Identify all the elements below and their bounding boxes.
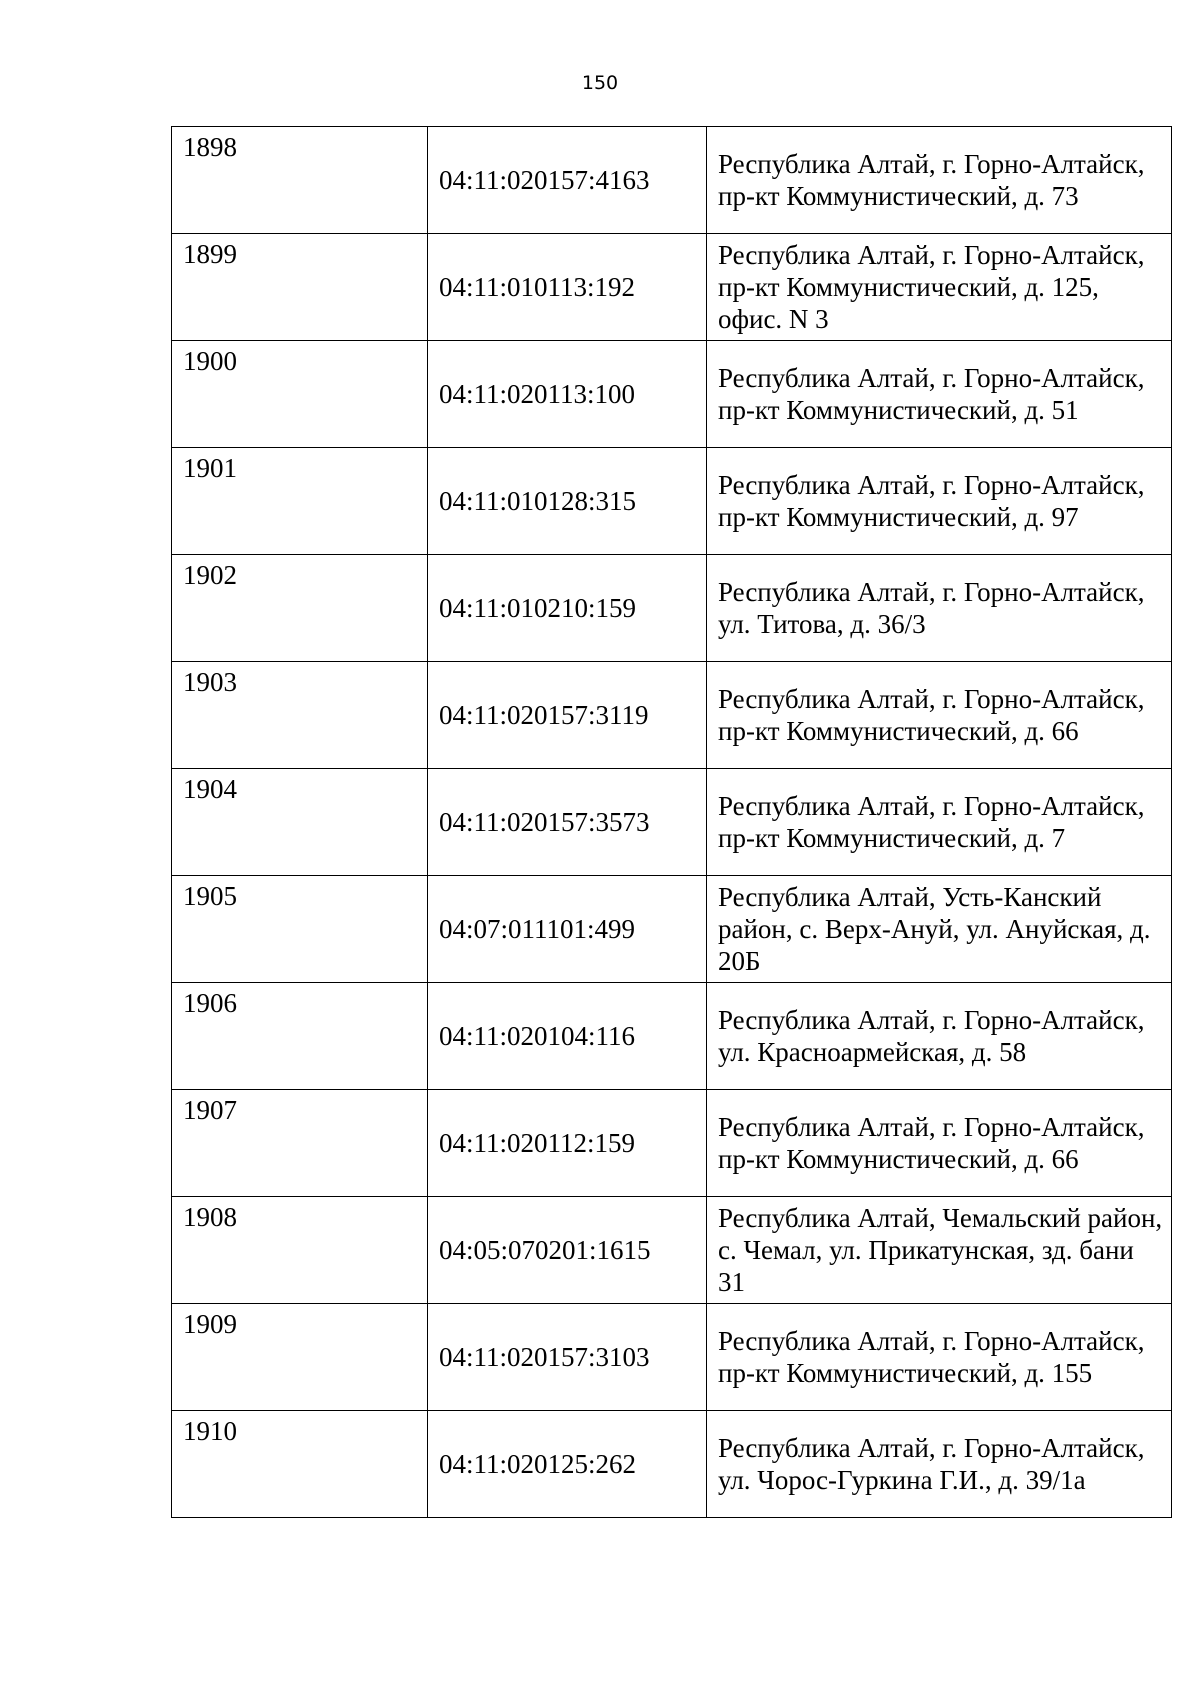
row-number: 1898 bbox=[172, 127, 428, 234]
table-row bbox=[172, 234, 1172, 341]
cadastral-number: 04:11:020104:116 bbox=[428, 983, 707, 1090]
page-number: 150 bbox=[581, 72, 619, 94]
row-number: 1907 bbox=[172, 1090, 428, 1197]
address: Республика Алтай, г. Горно-Алтайск, пр-кт Коммунистический, д. 51 bbox=[707, 341, 1172, 448]
address: Республика Алтай, г. Горно-Алтайск, пр-кт Коммунистический, д. 66 bbox=[707, 1090, 1172, 1197]
cadastral-number: 04:11:020125:262 bbox=[428, 1411, 707, 1518]
address: Республика Алтай, г. Горно-Алтайск, пр-кт Коммунистический, д. 155 bbox=[707, 1304, 1172, 1411]
cadastral-number: 04:11:010128:315 bbox=[428, 448, 707, 555]
row-number: 1903 bbox=[172, 662, 428, 769]
cadastral-number: 04:11:010113:192 bbox=[428, 234, 707, 341]
address: Республика Алтай, г. Горно-Алтайск, пр-кт Коммунистический, д. 97 bbox=[707, 448, 1172, 555]
address: Республика Алтай, г. Горно-Алтайск, пр-кт Коммунистический, д. 73 bbox=[707, 127, 1172, 234]
row-number: 1908 bbox=[172, 1197, 428, 1304]
table-row bbox=[172, 555, 1172, 662]
row-number: 1900 bbox=[172, 341, 428, 448]
table-row bbox=[172, 662, 1172, 769]
table-row bbox=[172, 876, 1172, 983]
registry-table-body bbox=[172, 127, 1172, 1518]
cadastral-number: 04:07:011101:499 bbox=[428, 876, 707, 983]
address: Республика Алтай, Чемальский район, с. Чемал, ул. Прикатунская, зд. бани 31 bbox=[707, 1197, 1172, 1304]
address: Республика Алтай, г. Горно-Алтайск, пр-кт Коммунистический, д. 66 bbox=[707, 662, 1172, 769]
row-number: 1902 bbox=[172, 555, 428, 662]
table-row bbox=[172, 1090, 1172, 1197]
address: Республика Алтай, г. Горно-Алтайск, ул. Красноармейская, д. 58 bbox=[707, 983, 1172, 1090]
cadastral-number: 04:11:020113:100 bbox=[428, 341, 707, 448]
cadastral-number: 04:05:070201:1615 bbox=[428, 1197, 707, 1304]
cadastral-number: 04:11:020157:3119 bbox=[428, 662, 707, 769]
cadastral-number: 04:11:020157:3573 bbox=[428, 769, 707, 876]
table-row bbox=[172, 769, 1172, 876]
row-number: 1905 bbox=[172, 876, 428, 983]
table-row bbox=[172, 448, 1172, 555]
row-number: 1909 bbox=[172, 1304, 428, 1411]
address: Республика Алтай, г. Горно-Алтайск, ул. Титова, д. 36/3 bbox=[707, 555, 1172, 662]
address: Республика Алтай, г. Горно-Алтайск, пр-кт Коммунистический, д. 125, офис. N 3 bbox=[707, 234, 1172, 341]
registry-table bbox=[171, 126, 1172, 1518]
row-number: 1899 bbox=[172, 234, 428, 341]
table-row bbox=[172, 983, 1172, 1090]
address: Республика Алтай, г. Горно-Алтайск, ул. Чорос-Гуркина Г.И., д. 39/1а bbox=[707, 1411, 1172, 1518]
cadastral-number: 04:11:020157:4163 bbox=[428, 127, 707, 234]
table-row bbox=[172, 1197, 1172, 1304]
row-number: 1901 bbox=[172, 448, 428, 555]
address: Республика Алтай, г. Горно-Алтайск, пр-кт Коммунистический, д. 7 bbox=[707, 769, 1172, 876]
row-number: 1910 bbox=[172, 1411, 428, 1518]
address: Республика Алтай, Усть-Канский район, с. Верх-Ануй, ул. Ануйская, д. 20Б bbox=[707, 876, 1172, 983]
table-row bbox=[172, 1411, 1172, 1518]
row-number: 1906 bbox=[172, 983, 428, 1090]
cadastral-number: 04:11:020112:159 bbox=[428, 1090, 707, 1197]
table-row bbox=[172, 1304, 1172, 1411]
cadastral-number: 04:11:010210:159 bbox=[428, 555, 707, 662]
cadastral-number: 04:11:020157:3103 bbox=[428, 1304, 707, 1411]
row-number: 1904 bbox=[172, 769, 428, 876]
table-row bbox=[172, 127, 1172, 234]
table-row bbox=[172, 341, 1172, 448]
